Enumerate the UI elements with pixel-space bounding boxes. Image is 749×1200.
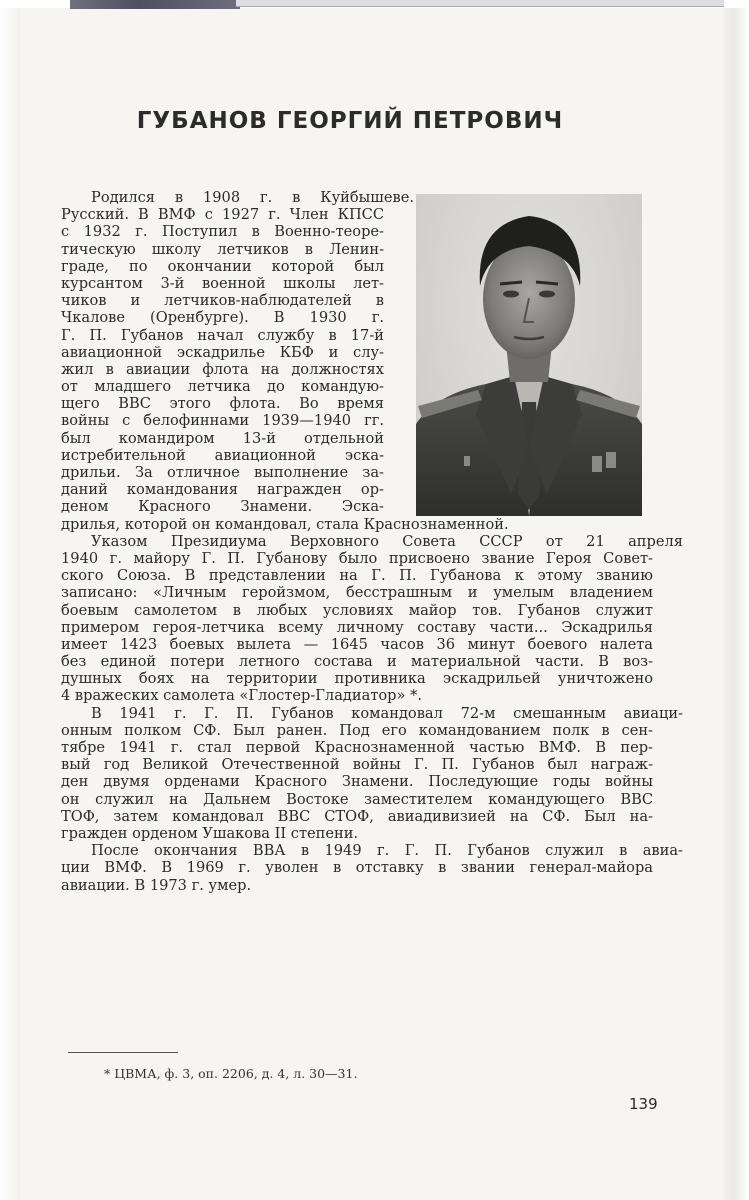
text-line: войны с белофиннами 1939—1940 гг. — [61, 412, 384, 430]
text-line: тябре 1941 г. стал первой Краснознаменной частью ВМФ. В пер- — [61, 739, 653, 756]
text-line: вый год Великой Отечественной войны Г. П. Губанов был награж- — [61, 756, 653, 774]
article-body — [61, 189, 683, 894]
text-line: гражден орденом Ушакова II степени. — [61, 824, 359, 842]
text-line: ции ВМФ. В 1969 г. уволен в отставку в звании генерал-майора — [61, 859, 653, 877]
text-line: В 1941 г. Г. П. Губанов командовал 72-м смешанным авиаци- — [91, 704, 683, 722]
text-line: от младшего летчика до командую- — [61, 378, 384, 396]
footnote-divider — [68, 1052, 178, 1053]
page-right-edge — [723, 0, 749, 1200]
text-line: авиационной эскадрилье КБФ и слу- — [61, 343, 384, 361]
text-line: жил в авиации флота на должностях — [61, 360, 384, 378]
text-line: щего ВВС этого флота. Во время — [61, 395, 384, 413]
scan-top-mark — [70, 0, 240, 9]
page-number: 139 — [629, 1095, 658, 1113]
text-line: 4 вражеских самолета «Глостер-Гладиатор» *. — [61, 687, 423, 705]
text-line: он служил на Дальнем Востоке заместителем командующего ВВС — [61, 790, 653, 808]
text-line: дрилья, которой он командовал, стала Краснознаменной. — [61, 515, 509, 533]
page-title: ГУБАНОВ ГЕОРГИЙ ПЕТРОВИЧ — [136, 108, 564, 134]
text-line: ского Союза. В представлении на Г. П. Губанова к этому званию — [61, 567, 653, 585]
text-line: записано: «Личным геройзмом, бесстрашным и умелым владением — [61, 584, 653, 602]
text-line: тическую школу летчиков в Ленин- — [61, 240, 384, 258]
text-line: Русский. В ВМФ с 1927 г. Член КПСС — [61, 206, 384, 224]
text-line: боевым самолетом в любых условиях майор тов. Губанов служит — [61, 601, 653, 619]
text-line: истребительной авиационной эска- — [61, 446, 384, 464]
text-line: деном Красного Знамени. Эска- — [61, 498, 384, 516]
text-line: курсантом 3-й военной школы лет- — [61, 274, 384, 292]
text-line: Чкалове (Оренбурге). В 1930 г. — [61, 309, 384, 327]
text-line: граде, по окончании которой был — [61, 257, 384, 275]
text-line: Указом Президиума Верховного Совета СССР от 21 апреля — [91, 532, 683, 550]
text-line: 1940 г. майору Г. П. Губанову было присвоено звание Героя Совет- — [61, 549, 653, 567]
text-line: ТОФ, затем командовал ВВС СТОФ, авиадивизией на СФ. Был на- — [61, 807, 653, 825]
text-line: Родился в 1908 г. в Куйбышеве. — [91, 189, 414, 206]
text-line: с 1932 г. Поступил в Военно-теоре- — [61, 223, 384, 241]
page-left-edge — [0, 0, 20, 1200]
text-line: даний командования награжден ор- — [61, 481, 384, 499]
text-line: был командиром 13-й отдельной — [61, 429, 384, 447]
text-line: без единой потери летного состава и материальной части. В воз- — [61, 653, 653, 671]
text-line: После окончания ВВА в 1949 г. Г. П. Губанов служил в авиа- — [91, 842, 683, 860]
text-line: примером героя-летчика всему личному составу части... Эскадрилья — [61, 618, 653, 636]
text-line: ден двумя орденами Красного Знамени. Последующие годы войны — [61, 773, 653, 791]
text-line: имеет 1423 боевых вылета — 1645 часов 36 минут боевого налета — [61, 635, 653, 653]
text-line: дрильи. За отличное выполнение за- — [61, 464, 384, 481]
text-line: душных боях на территории противника эскадрильей уничтожено — [61, 670, 653, 688]
scan-top-band — [236, 0, 724, 7]
text-line: авиации. В 1973 г. умер. — [61, 876, 252, 894]
text-line: чиков и летчиков-наблюдателей в — [61, 292, 384, 310]
text-line: онным полком СФ. Был ранен. Под его командованием полк в сен- — [61, 721, 653, 739]
footnote: * ЦВМА, ф. 3, оп. 2206, д. 4, л. 30—31. — [104, 1066, 358, 1081]
text-line: Г. П. Губанов начал службу в 17-й — [61, 326, 384, 344]
